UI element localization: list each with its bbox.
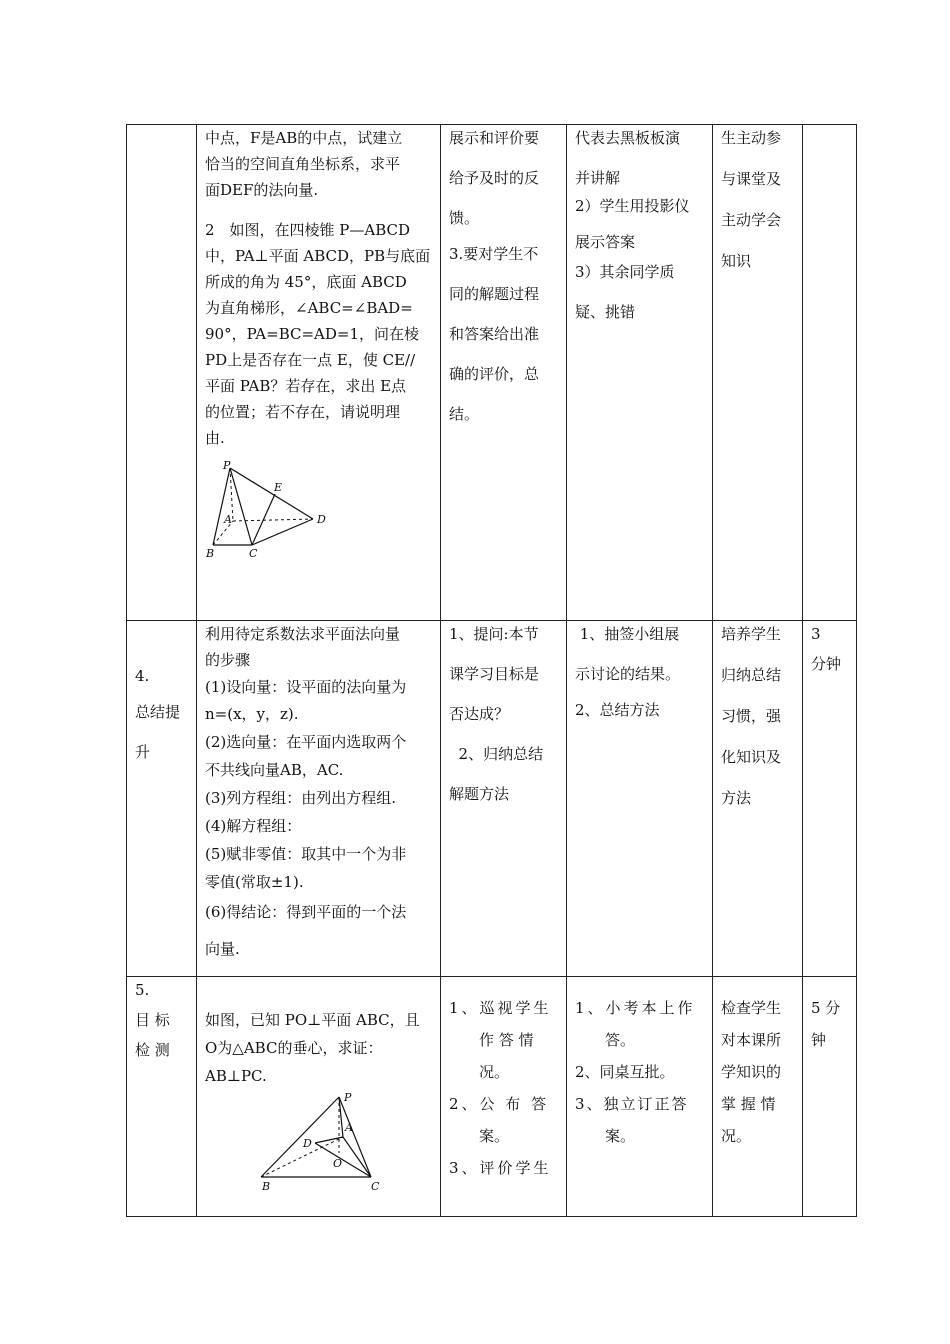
edge-pb — [213, 468, 230, 545]
stage-line: 升 — [135, 743, 151, 761]
content-line: 零值(常取±1). — [205, 873, 304, 891]
label-a: A — [224, 513, 232, 526]
content-cell — [197, 977, 441, 1217]
content-cell — [197, 621, 441, 977]
problem-line: 平面 PAB？若存在，求出 E点 — [205, 377, 407, 395]
content-line: n=(x，y，z). — [205, 705, 299, 723]
content-line: 的步骤 — [205, 651, 251, 669]
edge-ce — [252, 494, 275, 545]
content-cell — [197, 125, 441, 621]
content-line: 不共线向量AB，AC. — [205, 761, 344, 779]
content-line: (4)解方程组： — [205, 817, 302, 835]
label-e: E — [274, 481, 283, 494]
stage-line: 总结提 — [135, 703, 181, 721]
label-b: B — [206, 547, 215, 560]
intent-line: 习惯，强 — [721, 707, 782, 725]
content-line: (6)得结论：得到平面的一个法 — [205, 903, 407, 921]
table-row — [127, 125, 857, 621]
student-line: 并讲解 — [575, 169, 621, 187]
problem-line: PD上是否存在一点 E，使 CE// — [205, 351, 416, 369]
time-line: 5 分 — [811, 999, 841, 1017]
label-p: P — [223, 461, 231, 472]
student-activity-cell — [567, 621, 713, 977]
edge-dc — [315, 1143, 371, 1177]
student-line: 1、抽签小组展 — [575, 625, 680, 643]
teacher-line: 作 答 情 — [449, 1031, 534, 1049]
content-line: (5)赋非零值：取其中一个为非 — [205, 845, 407, 863]
content-line: 如图，已知 PO⊥平面 ABC，且 — [205, 1011, 420, 1029]
teacher-activity-cell — [441, 125, 567, 621]
stage-line: 5. — [135, 981, 150, 999]
time-line: 3 — [811, 625, 821, 643]
intent-line: 培养学生 — [721, 625, 782, 643]
student-line: 疑、挑错 — [575, 303, 636, 321]
time-cell — [803, 977, 857, 1217]
teacher-line: 2、公 布 答 — [449, 1095, 550, 1113]
teacher-line: 1、巡视学生 — [449, 999, 552, 1017]
problem-line: 2 如图，在四棱锥 P—ABCD — [205, 221, 411, 239]
content-line: AB⊥PC. — [205, 1067, 267, 1085]
time-cell — [803, 125, 857, 621]
design-intent-cell — [713, 125, 803, 621]
teacher-line: 给予及时的反 — [449, 169, 540, 187]
intent-line: 与课堂及 — [721, 170, 782, 188]
content-line: 中点，F是AB的中点，试建立 — [205, 129, 403, 147]
teacher-line: 课学习目标是 — [449, 665, 540, 683]
label-c: C — [371, 1180, 380, 1193]
intent-line: 掌 握 情 — [721, 1095, 776, 1113]
content-line: O为△ABC的垂心，求证： — [205, 1039, 383, 1057]
teacher-line: 结。 — [449, 405, 480, 423]
content-line: 利用待定系数法求平面法向量 — [205, 625, 401, 643]
student-line: 2、同桌互批。 — [575, 1063, 675, 1081]
teacher-line: 和答案给出准 — [449, 325, 540, 343]
edge-ba — [261, 1137, 343, 1177]
table-row — [127, 621, 857, 977]
teacher-line: 况。 — [449, 1063, 510, 1081]
design-intent-cell — [713, 977, 803, 1217]
stage-cell — [127, 621, 197, 977]
student-line: 2、总结方法 — [575, 701, 660, 719]
problem-line: 为直角梯形，∠ABC=∠BAD= — [205, 299, 413, 317]
problem-line: 所成的角为 45°，底面 ABCD — [205, 273, 407, 291]
student-line: 3）其余同学质 — [575, 263, 675, 281]
problem-line: 90°，PA=BC=AD=1，问在棱 — [205, 325, 420, 343]
teacher-line: 同的解题过程 — [449, 285, 540, 303]
teacher-line: 馈。 — [449, 209, 480, 227]
teacher-line: 3.要对学生不 — [449, 245, 539, 263]
time-cell — [803, 621, 857, 977]
student-line: 2）学生用投影仪 — [575, 197, 690, 215]
content-line: (2)选向量：在平面内选取两个 — [205, 733, 407, 751]
label-c: C — [249, 547, 258, 560]
stage-line: 目 标 — [135, 1011, 170, 1029]
student-line: 展示答案 — [575, 233, 636, 251]
teacher-line: 否达成？ — [449, 705, 510, 723]
stage-line: 4. — [135, 667, 150, 685]
teacher-line: 案。 — [449, 1127, 510, 1145]
content-line: (1)设向量：设平面的法向量为 — [205, 678, 407, 696]
teacher-activity-cell — [441, 977, 567, 1217]
intent-line: 检查学生 — [721, 999, 782, 1017]
teacher-line: 确的评价，总 — [449, 365, 540, 383]
stage-cell — [127, 125, 197, 621]
student-line: 3、独立订正答 — [575, 1095, 689, 1113]
design-intent-cell — [713, 621, 803, 977]
edge-pc — [339, 1097, 371, 1177]
intent-line: 生主动参 — [721, 129, 782, 147]
label-d: D — [303, 1137, 312, 1150]
teacher-activity-cell — [441, 621, 567, 977]
content-line: (3)列方程组：由列出方程组. — [205, 789, 397, 807]
student-line: 答。 — [575, 1031, 636, 1049]
edge-cd — [252, 519, 313, 545]
teacher-line: 3、评价学生 — [449, 1159, 552, 1177]
pyramid-figure — [205, 461, 345, 561]
label-b: B — [262, 1180, 271, 1193]
problem-line: 的位置；若不存在，请说明理 — [205, 403, 401, 421]
student-activity-cell — [567, 125, 713, 621]
teacher-line: 2、归纳总结 — [449, 745, 544, 763]
teacher-line: 1、提问:本节 — [449, 625, 539, 643]
content-line: 面DEF的法向量. — [205, 181, 319, 199]
problem-line: 中，PA⊥平面 ABCD，PB与底面 — [205, 247, 431, 265]
label-p: P — [344, 1093, 352, 1104]
intent-line: 知识 — [721, 252, 752, 270]
teacher-line: 展示和评价要 — [449, 129, 540, 147]
intent-line: 归纳总结 — [721, 666, 782, 684]
time-line: 分钟 — [811, 655, 842, 673]
content-line: 恰当的空间直角坐标系，求平 — [205, 155, 401, 173]
student-line: 代表去黑板板演 — [575, 129, 681, 147]
time-line: 钟 — [811, 1031, 827, 1049]
teacher-line: 解题方法 — [449, 785, 510, 803]
problem-line: 由. — [205, 429, 225, 447]
edge-pb — [261, 1097, 339, 1177]
content-line: 向量. — [205, 940, 240, 958]
student-line: 1、小考本上作 — [575, 999, 696, 1017]
student-line: 示讨论的结果。 — [575, 665, 681, 683]
intent-line: 方法 — [721, 789, 752, 807]
intent-line: 学知识的 — [721, 1063, 782, 1081]
tetrahedron-figure — [253, 1093, 403, 1193]
lesson-plan-table — [126, 124, 857, 1217]
label-a: A — [345, 1121, 353, 1134]
student-activity-cell — [567, 977, 713, 1217]
label-o: O — [333, 1157, 343, 1170]
stage-line: 检 测 — [135, 1041, 170, 1059]
intent-line: 主动学会 — [721, 211, 782, 229]
intent-line: 化知识及 — [721, 748, 782, 766]
label-d: D — [317, 513, 326, 526]
stage-cell — [127, 977, 197, 1217]
intent-line: 对本课所 — [721, 1031, 782, 1049]
intent-line: 况。 — [721, 1127, 752, 1145]
student-line: 案。 — [575, 1127, 636, 1145]
table-row — [127, 977, 857, 1217]
